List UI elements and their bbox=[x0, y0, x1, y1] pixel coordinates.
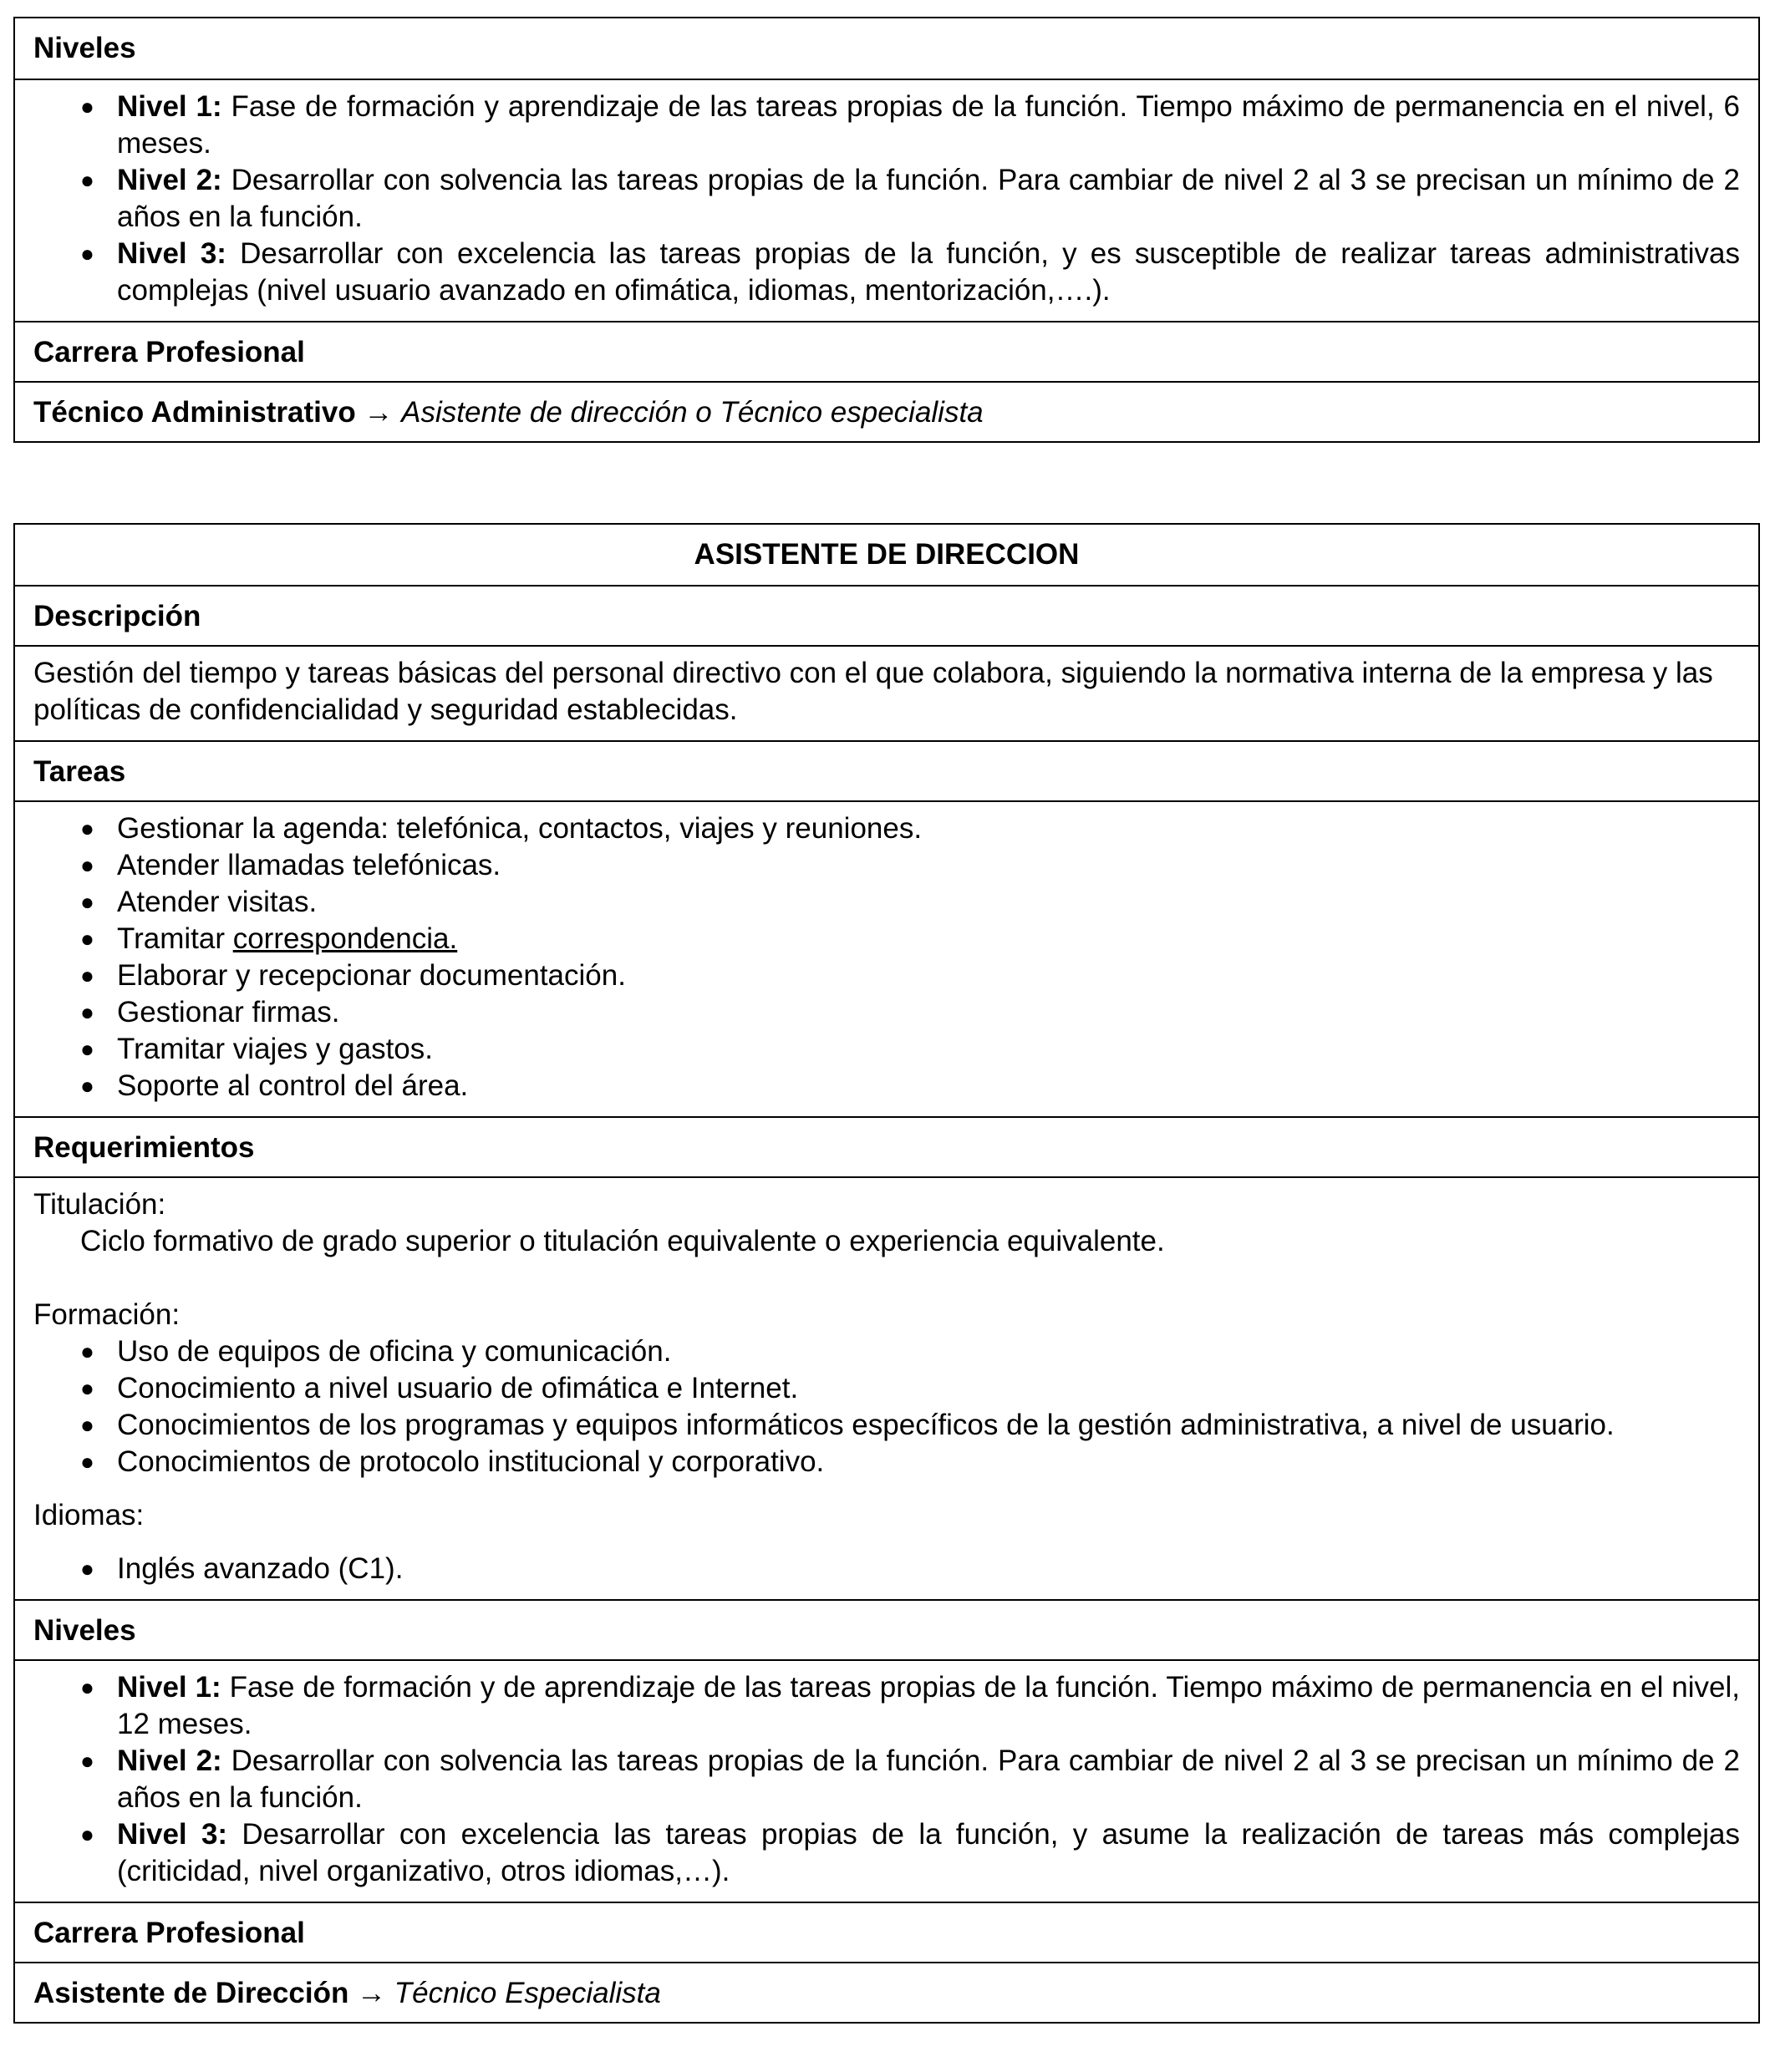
descripcion-text: Gestión del tiempo y tareas básicas del personal directivo con el que colabora, siguiendo la normativa interna de la empresa y las políticas de confidencialidad y seguridad establecidas. bbox=[15, 645, 1758, 740]
list-item bbox=[117, 1743, 1740, 1816]
list-item: ● Inglés avanzado (C1). bbox=[117, 1551, 1740, 1587]
nivel-text: Desarrollar con solvencia las tareas propias de la función. Para cambiar de nivel 2 al 3 se precisan un mínimo de 2 años en la función. bbox=[117, 164, 1740, 233]
list-item bbox=[117, 236, 1740, 309]
tareas-section bbox=[15, 800, 1758, 1116]
section-heading-niveles: Niveles bbox=[33, 32, 136, 64]
list-item: ● Conocimientos de protocolo institucional y corporativo. bbox=[117, 1444, 1740, 1480]
carrera-path bbox=[15, 381, 1758, 441]
nivel-text: Fase de formación y de aprendizaje de las tareas propias de la función. Tiempo máximo de permanencia en el nivel, 12 meses. bbox=[117, 1671, 1740, 1740]
titulacion-label: Titulación: bbox=[33, 1188, 166, 1221]
niveles-section bbox=[15, 1659, 1758, 1902]
list-item: ● Gestionar la agenda: telefónica, contactos, viajes y reuniones. bbox=[117, 810, 1740, 847]
list-item: ● Conocimiento a nivel usuario de ofimática e Internet. bbox=[117, 1370, 1740, 1407]
requerimientos-section bbox=[15, 1176, 1758, 1599]
list-item: ● Tramitar viajes y gastos. bbox=[117, 1031, 1740, 1068]
list-item: ● Uso de equipos de oficina y comunicación. bbox=[117, 1333, 1740, 1370]
list-item bbox=[117, 921, 1740, 957]
arrow-icon: → bbox=[355, 396, 402, 429]
nivel-label: Nivel 2: bbox=[117, 164, 222, 196]
nivel-label: Nivel 1: bbox=[117, 90, 222, 123]
list-item bbox=[117, 162, 1740, 236]
asistente-direccion-table bbox=[13, 523, 1760, 2024]
carrera-to: Técnico Especialista bbox=[394, 1977, 661, 2009]
nivel-label: Nivel 2: bbox=[117, 1744, 222, 1777]
niveles-table-previous bbox=[13, 17, 1760, 443]
list-item: ● Atender llamadas telefónicas. bbox=[117, 847, 1740, 884]
nivel-label: Nivel 1: bbox=[117, 1671, 221, 1704]
list-item bbox=[117, 1669, 1740, 1743]
list-item: ● Elaborar y recepcionar documentación. bbox=[117, 957, 1740, 994]
section-heading-carrera: Carrera Profesional bbox=[15, 1902, 1758, 1962]
list-item: ● Gestionar firmas. bbox=[117, 994, 1740, 1031]
underlined-text: correspondencia. bbox=[232, 922, 458, 955]
nivel-label: Nivel 3: bbox=[117, 1818, 228, 1851]
section-heading-tareas: Tareas bbox=[15, 740, 1758, 800]
list-item: ● Soporte al control del área. bbox=[117, 1068, 1740, 1105]
list-item bbox=[117, 89, 1740, 162]
nivel-text: Desarrollar con excelencia las tareas propias de la función, y es susceptible de realizar tareas administrativas complejas (nivel usuario avanzado en ofimática, idiomas, mentorización,….). bbox=[117, 237, 1740, 307]
formacion-label: Formación: bbox=[33, 1298, 181, 1331]
list-item bbox=[117, 1816, 1740, 1890]
nivel-text: Desarrollar con excelencia las tareas propias de la función, y asume la realización de tareas más complejas (criticidad, nivel organizativo, otros idiomas,…). bbox=[117, 1818, 1740, 1887]
section-heading-requerimientos: Requerimientos bbox=[15, 1116, 1758, 1176]
list-item: ● Atender visitas. bbox=[117, 884, 1740, 921]
section-heading-carrera: Carrera Profesional bbox=[15, 321, 1758, 381]
nivel-text: Desarrollar con solvencia las tareas propias de la función. Para cambiar de nivel 2 al 3 se precisan un mínimo de 2 años en la función. bbox=[117, 1744, 1740, 1814]
table-title: ASISTENTE DE DIRECCION bbox=[694, 538, 1080, 571]
list-item: ● Conocimientos de los programas y equipos informáticos específicos de la gestión administrativa, a nivel de usuario. bbox=[117, 1407, 1740, 1444]
titulacion-text: Ciclo formativo de grado superior o titulación equivalente o experiencia equivalente. bbox=[80, 1225, 1165, 1257]
list-item-text: Tramitar bbox=[117, 922, 233, 955]
carrera-path bbox=[15, 1962, 1758, 2022]
nivel-label: Nivel 3: bbox=[117, 237, 226, 270]
carrera-to: Asistente de dirección o Técnico especialista bbox=[401, 396, 984, 429]
idiomas-label: Idiomas: bbox=[33, 1499, 145, 1531]
section-heading-niveles: Niveles bbox=[15, 1599, 1758, 1659]
niveles-section bbox=[15, 79, 1758, 321]
carrera-from: Asistente de Dirección bbox=[33, 1977, 349, 2009]
arrow-icon: → bbox=[348, 1977, 394, 2009]
section-heading-descripcion: Descripción bbox=[15, 585, 1758, 645]
nivel-text: Fase de formación y aprendizaje de las tareas propias de la función. Tiempo máximo de permanencia en el nivel, 6 meses. bbox=[117, 90, 1740, 160]
carrera-from: Técnico Administrativo bbox=[33, 396, 356, 429]
